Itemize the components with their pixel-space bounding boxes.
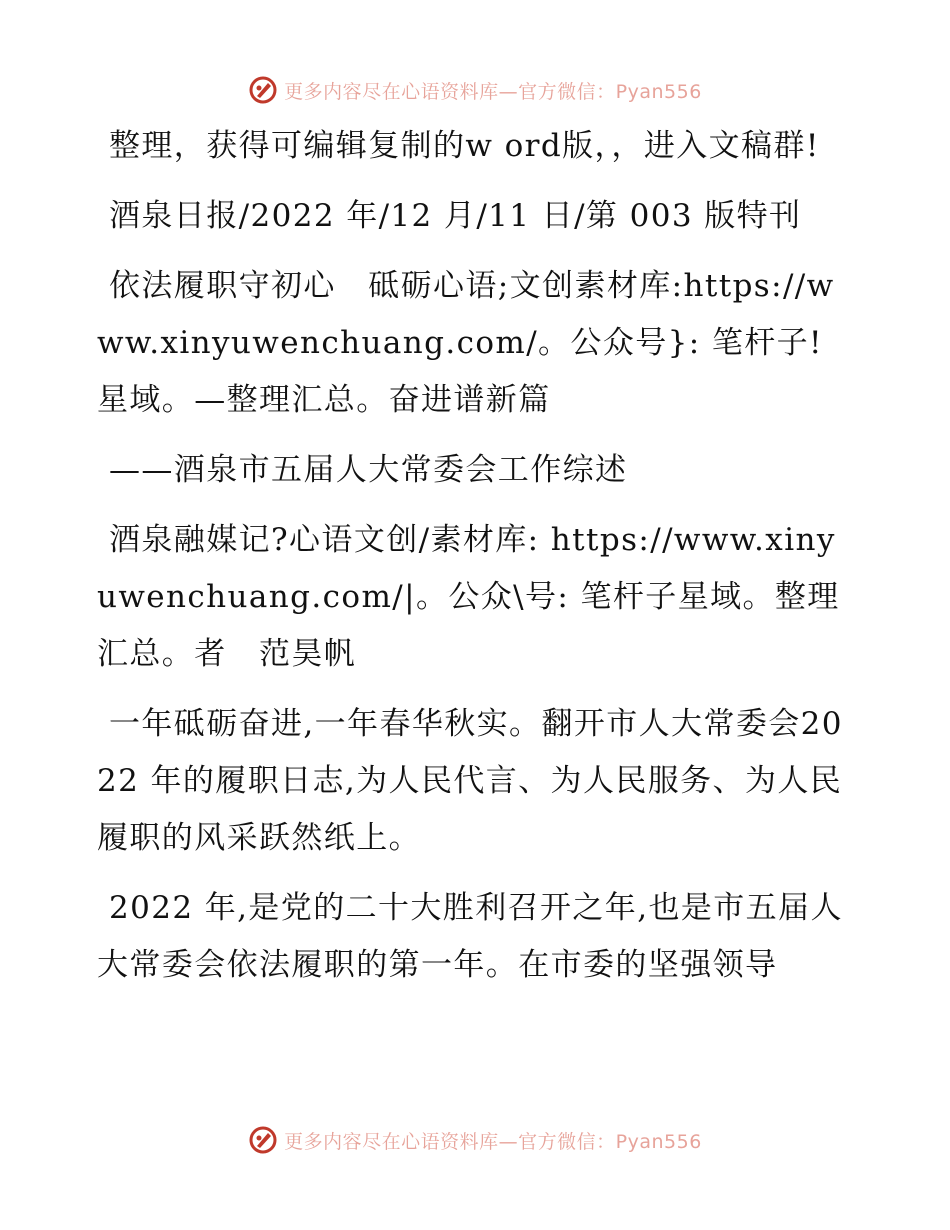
- paragraph-subtitle: ——酒泉市五届人大常委会工作综述: [109, 452, 628, 488]
- header-banner-text: 更多内容尽在心语资料库—官方微信：Pyan556: [284, 80, 702, 103]
- paragraph-source: 酒泉日报/2022 年/12 月/11 日/第 003 版特刊: [109, 198, 802, 234]
- footer-banner-text: 更多内容尽在心语资料库—官方微信：Pyan556: [284, 1130, 702, 1153]
- paragraph-byline: 酒泉融媒记?心语文创/素材库: https://www.xinyuwenchuang.com/|。公众\号: 笔杆子星域。整理汇总。者 范昊帆: [97, 522, 840, 672]
- paragraph-title: 依法履职守初心 砥砺心语;文创素材库:https://www.xinyuwenchuang.com/。公众号}: 笔杆子! 星域。—整理汇总。奋进谱新篇: [97, 268, 835, 418]
- brand-logo-icon: [248, 1125, 278, 1155]
- paragraph-intro: 整理，获得可编辑复制的w ord版，，进入文稿群!: [109, 128, 820, 164]
- paragraph-body: 2022 年,是党的二十大胜利召开之年,也是市五届人大常委会依法履职的第一年。在市委的坚强领导: [97, 890, 843, 983]
- paragraph-lead: 一年砥砺奋进,一年春华秋实。翻开市人大常委会2022 年的履职日志,为人民代言、为人民服务、为人民履职的风采跃然纸上。: [97, 706, 843, 856]
- header-banner: [0, 70, 950, 110]
- document-body: [97, 118, 857, 1007]
- brand-logo-icon: [248, 75, 278, 105]
- footer-banner: [0, 1120, 950, 1160]
